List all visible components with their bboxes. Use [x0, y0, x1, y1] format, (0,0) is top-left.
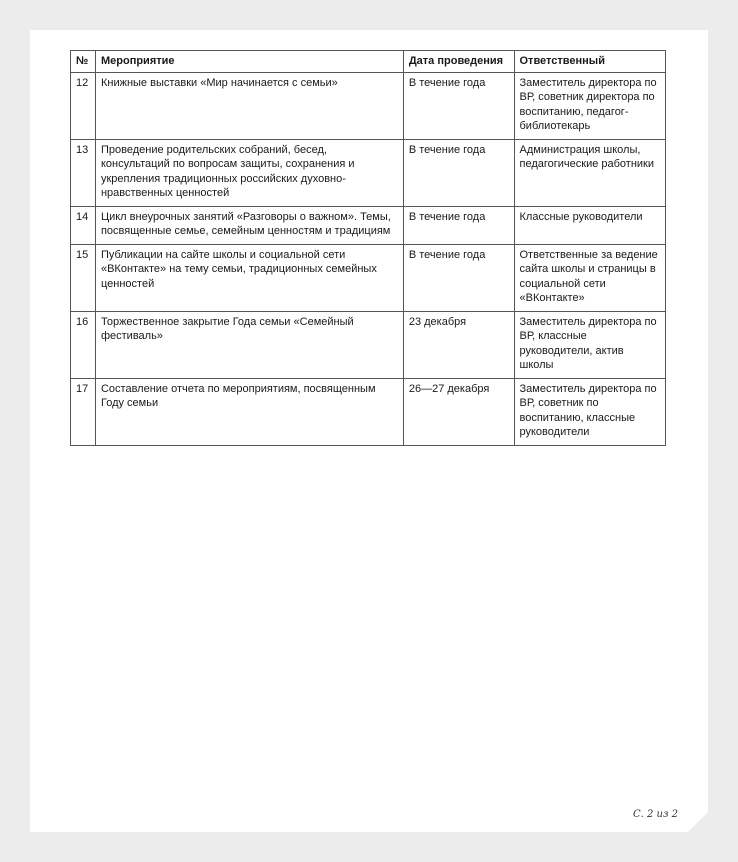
table-row [71, 72, 666, 139]
table-header-row [71, 51, 666, 73]
document-page [30, 30, 708, 832]
table-row [71, 139, 666, 206]
row-date: В течение года [403, 206, 514, 244]
row-event: Составление отчета по мероприятиям, посвященным Году семьи [95, 378, 403, 445]
row-date: В течение года [403, 244, 514, 311]
events-table [70, 50, 666, 446]
row-date: 26—27 декабря [403, 378, 514, 445]
row-num: 13 [71, 139, 96, 206]
row-responsible: Заместитель директора по ВР, классные руководители, актив школы [514, 311, 666, 378]
row-event: Проведение родительских собраний, бесед, консультаций по вопросам защиты, сохранения и укрепления традиционных российских духовно-нравственных ценностей [95, 139, 403, 206]
header-event: Мероприятие [95, 51, 403, 73]
row-responsible: Заместитель директора по ВР, советник директора по воспитанию, педагог-библиотекарь [514, 72, 666, 139]
row-event: Торжественное закрытие Года семьи «Семейный фестиваль» [95, 311, 403, 378]
table-row [71, 206, 666, 244]
row-event: Книжные выставки «Мир начинается с семьи» [95, 72, 403, 139]
row-num: 14 [71, 206, 96, 244]
row-event: Публикации на сайте школы и социальной сети «ВКонтакте» на тему семьи, традиционных семейных ценностей [95, 244, 403, 311]
header-date: Дата проведения [403, 51, 514, 73]
row-num: 15 [71, 244, 96, 311]
row-responsible: Классные руководители [514, 206, 666, 244]
page-corner-fold [688, 812, 708, 832]
row-num: 12 [71, 72, 96, 139]
row-responsible: Администрация школы, педагогические работники [514, 139, 666, 206]
row-responsible: Заместитель директора по ВР, советник по воспитанию, классные руководители [514, 378, 666, 445]
row-date: 23 декабря [403, 311, 514, 378]
header-responsible: Ответственный [514, 51, 666, 73]
table-row [71, 378, 666, 445]
row-date: В течение года [403, 72, 514, 139]
row-date: В течение года [403, 139, 514, 206]
header-num: № [71, 51, 96, 73]
row-event: Цикл внеурочных занятий «Разговоры о важном». Темы, посвященные семье, семейным ценностям и традициям [95, 206, 403, 244]
row-num: 17 [71, 378, 96, 445]
row-responsible: Ответственные за ведение сайта школы и страницы в социальной сети «ВКонтакте» [514, 244, 666, 311]
row-num: 16 [71, 311, 96, 378]
table-row [71, 311, 666, 378]
table-row [71, 244, 666, 311]
page-number: С. 2 из 2 [633, 809, 678, 820]
